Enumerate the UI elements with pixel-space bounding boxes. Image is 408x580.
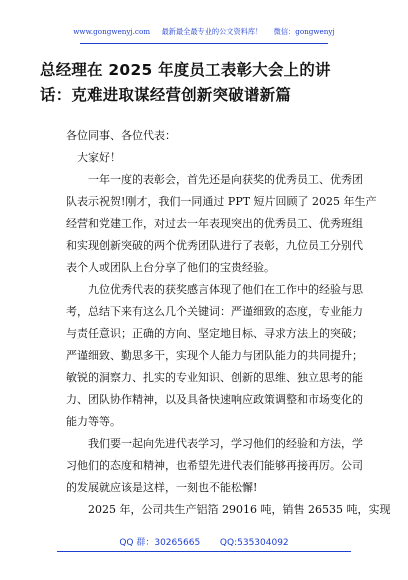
body-line: 敏锐的洞察力、扎实的专业知识、创新的思维、独立思考的能 [66,371,363,384]
footer-divider [57,551,351,552]
body-line: 能力等等。 [66,415,121,428]
body-line: 力、团队协作精神，以及具备快速响应政策调整和市场变化的 [66,393,363,406]
document-body [66,125,391,521]
promo-text: 最新最全最专业的公文资料库！ [161,27,263,36]
header-divider [80,43,328,44]
document-title [40,58,376,108]
site-url-link[interactable]: www.gongwenyj.com [73,27,151,36]
body-line: 严谨细致、勤思多干，实现个人能力与团队能力的共同提升； [66,349,363,362]
body-line: 表个人或团队上台分享了他们的宝贵经验。 [66,261,275,274]
contact-footer [0,535,408,548]
body-line: 2025 年，公司共生产铝箔 29016 吨，销售 26535 吨，实现 [88,503,391,516]
qq-contact-link[interactable]: QQ:535304092 [219,538,289,548]
site-header [0,27,408,37]
body-line: 的发展就应该是这样，一刻也不能松懈! [66,481,258,494]
body-line: 习他们的态度和精神，也希望先进代表们能够再接再厉。公司 [66,459,363,472]
body-line: 我们要一起向先进代表学习，学习他们的经验和方法，学 [88,437,363,450]
body-line: 与责任意识；正确的方向、坚定地目标、寻求方法上的突破； [66,327,363,340]
body-line: 考，总结下来有这么几个关键词：严谨细致的态度，专业能力 [66,305,363,318]
body-line: 和实现创新突破的两个优秀团队进行了表彰，九位员工分别代 [66,239,363,252]
title-line-2: 话：克难进取谋经营创新突破谱新篇 [40,86,292,104]
body-line: 经营和党建工作，对过去一年表现突出的优秀员工、优秀班组 [66,217,363,230]
body-line: 各位同事、各位代表： [66,129,176,142]
title-line-1: 总经理在 2025 年度员工表彰大会上的讲 [40,61,331,79]
body-line: 一年一度的表彰会，首先还是向获奖的优秀员工、优秀团 [88,173,363,186]
body-line: 队表示祝贺!刚才，我们一同通过 PPT 短片回顾了 2025 年生产 [66,195,377,208]
wechat-text: 微信：gongwenyj [273,27,335,36]
qq-group-link[interactable]: QQ 群：30265665 [119,538,201,548]
body-line: 九位优秀代表的获奖感言体现了他们在工作中的经验与思 [88,283,363,296]
body-line: 大家好！ [77,151,121,164]
